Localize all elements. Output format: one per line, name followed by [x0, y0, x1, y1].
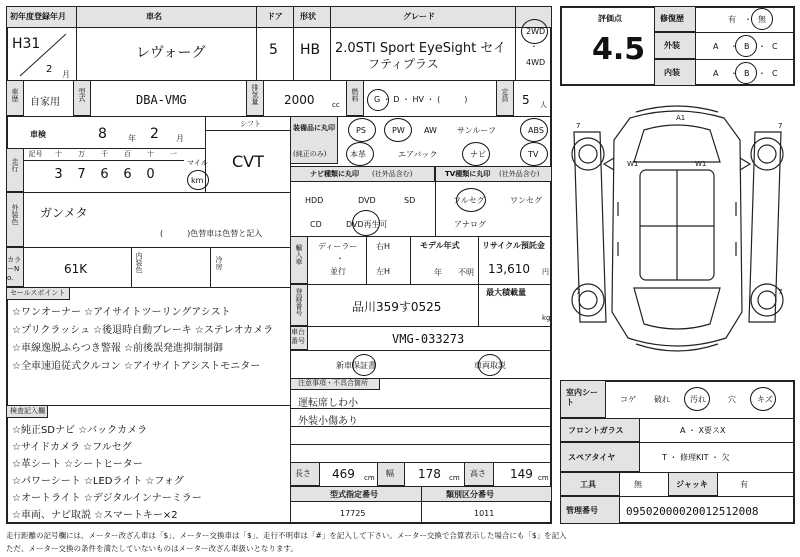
sales-points-label: セールスポイント: [10, 289, 66, 297]
equipment-label: 装備品に丸印: [293, 124, 335, 132]
navi-label: ナビ種類に丸印: [310, 170, 359, 178]
mileage-header: 万: [78, 150, 85, 158]
spare-options: T ・ 修理KIT ・ 欠: [662, 453, 730, 462]
grade-option: A: [713, 42, 719, 51]
grade-option: B: [744, 69, 750, 78]
tv-oneseg: ワンセグ: [510, 196, 542, 205]
max-load-kg: kg: [542, 314, 551, 322]
repair-yes: 有: [728, 15, 736, 24]
remarks-label: 注意事項・不具合箇所: [298, 379, 368, 387]
km-label: km: [191, 176, 204, 185]
grade-option: A: [713, 69, 719, 78]
drive-2wd-circle: [521, 19, 548, 44]
sales-point-line: ☆プリクラッシュ ☆後退時自動ブレーキ ☆ステレオカメラ: [12, 325, 274, 336]
displacement-label: 排気量: [251, 84, 259, 105]
damage-mark-w1-right: W1: [695, 160, 707, 168]
warranty-cert-circle: [352, 354, 376, 376]
grade-option: ・: [758, 42, 766, 51]
mile-label: マイル: [187, 159, 208, 167]
sales-point-line: ☆車線逸脱ふらつき警報 ☆前後誤発進抑制制御: [12, 343, 224, 354]
damage-mark-w1-left: W1: [627, 160, 639, 168]
reg-month-unit: 月: [62, 70, 70, 79]
import-dealer: ディーラー: [318, 242, 358, 251]
equipment-circle: [462, 142, 490, 166]
fuel-g-circle: [367, 89, 389, 111]
grade-line1: 2.0STI Sport EyeSight セイ: [335, 41, 506, 56]
equipment-item: TV: [528, 150, 539, 159]
windshield-options: A ・ X要スX: [680, 426, 726, 435]
navi-dvd-play-circle: [352, 210, 380, 236]
damage-mark-7-bl: 7: [576, 288, 581, 296]
navi-sd: SD: [404, 196, 416, 205]
navi-dvd: DVD: [358, 196, 376, 205]
grade-option: ・: [730, 42, 738, 51]
management-value: 09502000020012512008: [626, 505, 759, 518]
fuel-options: G ・ D ・ HV ・ ( ): [374, 95, 468, 104]
reg-era: H31: [12, 36, 41, 52]
exterior-color: ガンメタ: [40, 206, 88, 220]
grade-label: グレード: [403, 12, 435, 21]
model-year-unknown: 不明: [458, 268, 474, 277]
length-value: 469: [332, 467, 355, 481]
import-dot: ・: [336, 254, 344, 263]
body-shape: HB: [300, 42, 321, 58]
mileage-digit: 6: [100, 167, 109, 182]
chassis-value: VMG-033273: [392, 332, 465, 346]
grade-line2: フティプラス: [368, 57, 439, 71]
drive-4wd: 4WD: [526, 58, 546, 67]
equipment-item: 本革: [350, 150, 366, 159]
mileage-header: 千: [101, 150, 108, 158]
equipment-item: ABS: [528, 126, 544, 135]
interior-sheet-option: キズ: [757, 395, 773, 404]
sales-point-line: ☆ワンオーナー ☆アイサイトツーリングアシスト: [12, 307, 231, 318]
inspector-note-line: ☆サイドカメラ ☆フルセグ: [12, 442, 132, 453]
width-label: 幅: [386, 469, 394, 478]
navi-cd: CD: [310, 220, 322, 229]
height-label: 高さ: [470, 469, 486, 478]
equipment-circle: [384, 118, 412, 142]
inspection-year: 8: [98, 126, 107, 142]
mileage-header: 一: [170, 150, 177, 158]
mileage-header: 十: [55, 150, 62, 158]
spare-label: スペアタイヤ: [568, 453, 616, 462]
repair-no-circle: [751, 8, 773, 30]
management-label: 管理番号: [566, 506, 598, 515]
grade-option: ・: [758, 69, 766, 78]
repair-label: 修復歴: [660, 14, 684, 23]
type-designation-value: 17725: [340, 509, 366, 518]
inspection-month: 2: [150, 126, 159, 142]
mileage-header: 百: [124, 150, 131, 158]
recycle-label: リサイクル預託金: [482, 241, 545, 250]
tools-value: 無: [634, 480, 642, 489]
inspector-note-line: ☆革シート ☆シートヒーター: [12, 459, 143, 470]
capacity: 5: [522, 93, 530, 107]
jack-label: ジャッキ: [676, 480, 708, 489]
fuel-label: 燃料: [351, 88, 359, 102]
mileage-digit: 7: [77, 167, 86, 182]
tv-fullseg-circle: [456, 188, 486, 212]
inspector-note-line: ☆純正SDナビ ☆バックカメラ: [12, 425, 148, 436]
recycle-value: 13,610: [488, 262, 530, 276]
navi-dvd-play: DVD再生可: [346, 220, 388, 229]
capacity-unit: 人: [540, 101, 547, 109]
usage: 自家用: [30, 97, 60, 108]
import-right: 右H: [376, 242, 391, 251]
repair-no: 無: [758, 15, 766, 24]
interior-color-label: 内装色: [135, 252, 143, 273]
inspector-note-line: ☆車両、ナビ取説 ☆スマートキー×2: [12, 510, 178, 521]
height-unit: cm: [538, 474, 549, 482]
jack-value: 有: [740, 480, 748, 489]
class-number-label: 類別区分番号: [446, 490, 494, 499]
interior-label: 内装: [664, 68, 680, 77]
model: DBA-VMG: [136, 93, 187, 107]
interior-b-circle: [735, 62, 757, 84]
shift: CVT: [232, 152, 264, 171]
shape-label: 形状: [300, 12, 316, 21]
vehicle-manual-circle: [478, 354, 502, 376]
displacement: 2000: [284, 93, 315, 107]
cc-unit: cc: [332, 101, 340, 109]
score-label: 評価点: [598, 14, 622, 23]
import-label: 輸入車: [295, 244, 303, 265]
class-number-value: 1011: [474, 509, 495, 518]
equipment-sub: (純正のみ): [293, 150, 327, 158]
interior-sheet-option: コゲ: [620, 395, 636, 404]
km-circle: [187, 170, 209, 190]
max-load-label: 最大積載量: [486, 288, 526, 297]
mileage-header: 記号: [28, 150, 43, 158]
grade-option: B: [744, 42, 750, 51]
equipment-item: ナビ: [470, 150, 486, 159]
remark-2: 外装小傷あり: [298, 416, 358, 427]
color-label: 外装色: [11, 204, 19, 225]
mileage-digit: 3: [54, 167, 63, 182]
height-value: 149: [510, 467, 533, 481]
equipment-item: PS: [356, 126, 366, 135]
car-name-label: 車名: [146, 12, 162, 21]
capacity-label: 定員: [501, 88, 509, 102]
reg-date-label: 初年度登録年月: [10, 12, 66, 21]
type-designation-label: 型式指定番号: [330, 490, 378, 499]
interior-sheet-option: 汚れ: [690, 395, 706, 404]
equipment-item: AW: [424, 126, 437, 135]
drive-dot: ・: [530, 42, 538, 51]
tv-analog: アナログ: [454, 220, 486, 229]
door-count: 5: [269, 42, 278, 58]
windshield-label: フロントガラス: [568, 426, 624, 435]
length-label: 長さ: [295, 469, 311, 478]
tv-sub: (社外品含む): [499, 170, 540, 178]
grade-option: C: [772, 69, 778, 78]
equipment-item: サンルーフ: [457, 126, 496, 135]
color-no-label: カラーNo.: [7, 256, 21, 282]
recycle-yen: 円: [542, 268, 549, 276]
usage-label: 車歴: [11, 88, 19, 102]
tv-label: TV種類に丸印: [445, 170, 491, 178]
damage-mark-7-tl: 7: [576, 122, 581, 130]
mileage-digit: 0: [146, 167, 155, 182]
equipment-circle: [348, 118, 376, 142]
warranty-cert: 新車保証書: [336, 361, 376, 370]
exterior-b-circle: [735, 35, 757, 57]
grade-option: ・: [730, 69, 738, 78]
cooler-label: 冷房: [215, 256, 223, 270]
damage-mark-7-br: 7: [778, 288, 783, 296]
car-name: レヴォーグ: [136, 45, 206, 61]
mileage-label: 走行: [11, 158, 19, 172]
car-damage-diagram: [560, 92, 795, 372]
model-year-unit: 年: [434, 268, 442, 277]
tv-fullseg: フルセグ: [453, 196, 485, 205]
width-value: 178: [418, 467, 441, 481]
model-year-label: モデル年式: [420, 241, 460, 250]
inspector-note-line: ☆パワーシート ☆LEDライト ☆フォグ: [12, 476, 184, 487]
width-unit: cm: [449, 474, 460, 482]
registration-value: 品川359す0525: [352, 300, 442, 314]
navi-hdd: HDD: [305, 196, 324, 205]
scratch-circle: [750, 387, 776, 411]
equipment-circle: [520, 142, 548, 166]
vehicle-manual: 車両取説: [474, 361, 506, 370]
sales-point-line: ☆全車速追従式クルコン ☆アイサイトアシストモニター: [12, 361, 261, 372]
score-value: 4.5: [592, 32, 646, 67]
import-parallel: 並行: [330, 267, 346, 276]
interior-sheet-option: 破れ: [654, 395, 670, 404]
repair-dot: ・: [744, 15, 752, 24]
mileage-digit: 6: [123, 167, 132, 182]
grade-option: C: [772, 42, 778, 51]
interior-sheet-label: 室内シート: [566, 388, 598, 407]
door-label: ドア: [267, 12, 283, 21]
inspector-notes-label: 検査記入欄: [10, 407, 45, 415]
tools-label: 工具: [580, 480, 596, 489]
stain-circle: [684, 387, 710, 411]
damage-mark-7-tr: 7: [778, 122, 783, 130]
damage-mark-a1: A1: [676, 114, 686, 122]
color-no: 61K: [64, 262, 88, 276]
inspector-note-line: ☆オートライト ☆デジタルインナーミラー: [12, 493, 202, 504]
footer-note-2: ただ、メーター交換の条件を満たしていないものはメーター改ざん車扱いとなります。: [6, 544, 298, 553]
length-unit: cm: [364, 474, 375, 482]
color-note: ( )色替車は色替と記入: [160, 229, 263, 238]
equipment-item: エアバック: [398, 150, 438, 159]
remark-1: 運転席しわ小: [298, 398, 358, 409]
exterior-label: 外装: [664, 41, 680, 50]
reg-month: 2: [46, 64, 53, 75]
mileage-header: 十: [147, 150, 154, 158]
registration-label: 登録番号: [295, 288, 303, 316]
inspection-label: 車検: [30, 130, 46, 139]
shift-label: シフト: [240, 120, 261, 128]
equipment-item: PW: [392, 126, 405, 135]
equipment-circle: [346, 142, 374, 166]
navi-sub: (社外品含む): [372, 170, 413, 178]
inspection-year-unit: 年: [128, 134, 136, 143]
import-left: 左H: [376, 267, 391, 276]
inspection-month-unit: 月: [176, 134, 184, 143]
drive-2wd: 2WD: [526, 27, 546, 36]
interior-sheet-option: 穴: [728, 395, 736, 404]
footer-note-1: 走行距離の記号欄には、メーター改ざん車は「$」、メーター交換車は「$」、走行不明車は「#」を記入して下さい。メーター交換で合算表示した場合にも「$」を記入: [6, 531, 567, 540]
chassis-label: 車台番号: [291, 328, 305, 345]
model-label: 型式: [78, 88, 86, 102]
equipment-circle: [520, 118, 548, 142]
